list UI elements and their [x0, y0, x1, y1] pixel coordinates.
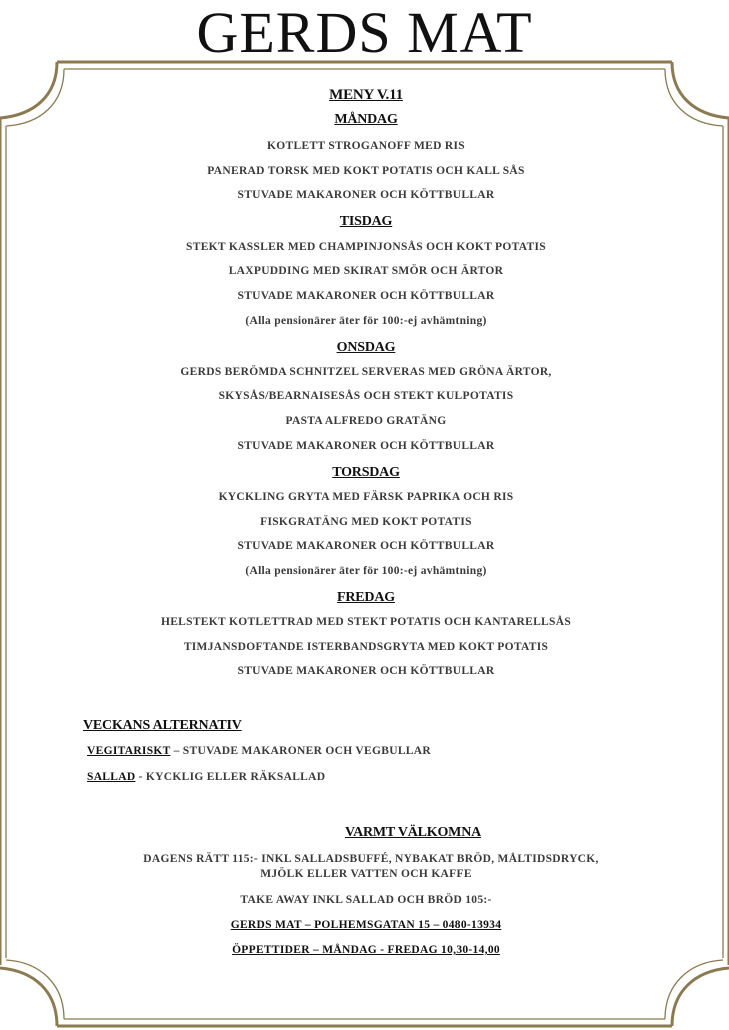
- pensioner-note: (Alla pensionärer äter för 100:-ej avhämtning): [245, 565, 487, 577]
- salad-label: SALLAD: [87, 771, 136, 783]
- day-heading-tuesday: TISDAG: [339, 214, 393, 229]
- menu-item: STUVADE MAKARONER OCH KÖTTBULLAR: [237, 665, 495, 677]
- vegetarian-label: VEGITARISKT: [87, 745, 171, 757]
- vegetarian-text: – STUVADE MAKARONER OCH VEGBULLAR: [170, 745, 431, 757]
- menu-item: STUVADE MAKARONER OCH KÖTTBULLAR: [237, 540, 495, 552]
- dagens-ratt-line1: DAGENS RÄTT 115:- INKL SALLADSBUFFÉ, NYBAKAT BRÖD, MÅLTIDSDRYCK,: [143, 853, 599, 865]
- menu-item: PASTA ALFREDO GRATÄNG: [285, 415, 447, 427]
- menu-item: LAXPUDDING MED SKIRAT SMÖR OCH ÄRTOR: [228, 265, 504, 277]
- week-heading: MENY V.11: [329, 87, 403, 103]
- restaurant-title: GERDS MAT: [196, 0, 533, 65]
- menu-item: KYCKLING GRYTA MED FÄRSK PAPRIKA OCH RIS: [218, 491, 514, 503]
- opening-hours: ÖPPETTIDER – MÅNDAG - FREDAG 10,30-14,00: [232, 944, 500, 956]
- pensioner-note: (Alla pensionärer äter för 100:-ej avhämtning): [245, 315, 487, 327]
- menu-item: GERDS BERÖMDA SCHNITZEL SERVERAS MED GRÖNA ÄRTOR,: [180, 366, 552, 378]
- menu-item: FISKGRATÄNG MED KOKT POTATIS: [260, 516, 472, 528]
- takeaway-price: TAKE AWAY INKL SALLAD OCH BRÖD 105:-: [240, 894, 492, 906]
- address-phone: GERDS MAT – POLHEMSGATAN 15 – 0480-13934: [230, 919, 502, 931]
- menu-item: SKYSÅS/BEARNAISESÅS OCH STEKT KULPOTATIS: [218, 390, 514, 402]
- menu-item: PANERAD TORSK MED KOKT POTATIS OCH KALL SÅS: [207, 165, 525, 177]
- menu-item: STUVADE MAKARONER OCH KÖTTBULLAR: [237, 189, 495, 201]
- dagens-ratt-line2: MJÖLK ELLER VATTEN OCH KAFFE: [260, 868, 472, 880]
- menu-item: HELSTEKT KOTLETTRAD MED STEKT POTATIS OCH KANTARELLSÅS: [160, 616, 572, 628]
- day-heading-monday: MÅNDAG: [334, 112, 398, 127]
- menu-item: TIMJANSDOFTANDE ISTERBANDSGRYTA MED KOKT POTATIS: [183, 641, 549, 653]
- menu-item: STUVADE MAKARONER OCH KÖTTBULLAR: [237, 440, 495, 452]
- day-heading-wednesday: ONSDAG: [336, 340, 396, 355]
- day-heading-thursday: TORSDAG: [332, 465, 400, 480]
- alternatives-heading: VECKANS ALTERNATIV: [83, 718, 242, 733]
- welcome-heading: VARMT VÄLKOMNA: [344, 825, 482, 840]
- menu-item: STEKT KASSLER MED CHAMPINJONSÅS OCH KOKT POTATIS: [186, 241, 546, 253]
- menu-item: KOTLETT STROGANOFF MED RIS: [267, 140, 465, 152]
- day-heading-friday: FREDAG: [337, 590, 395, 605]
- menu-item: STUVADE MAKARONER OCH KÖTTBULLAR: [237, 290, 495, 302]
- salad-text: - KYCKLIG ELLER RÄKSALLAD: [135, 771, 326, 783]
- footer-info: [60, 0, 672, 1030]
